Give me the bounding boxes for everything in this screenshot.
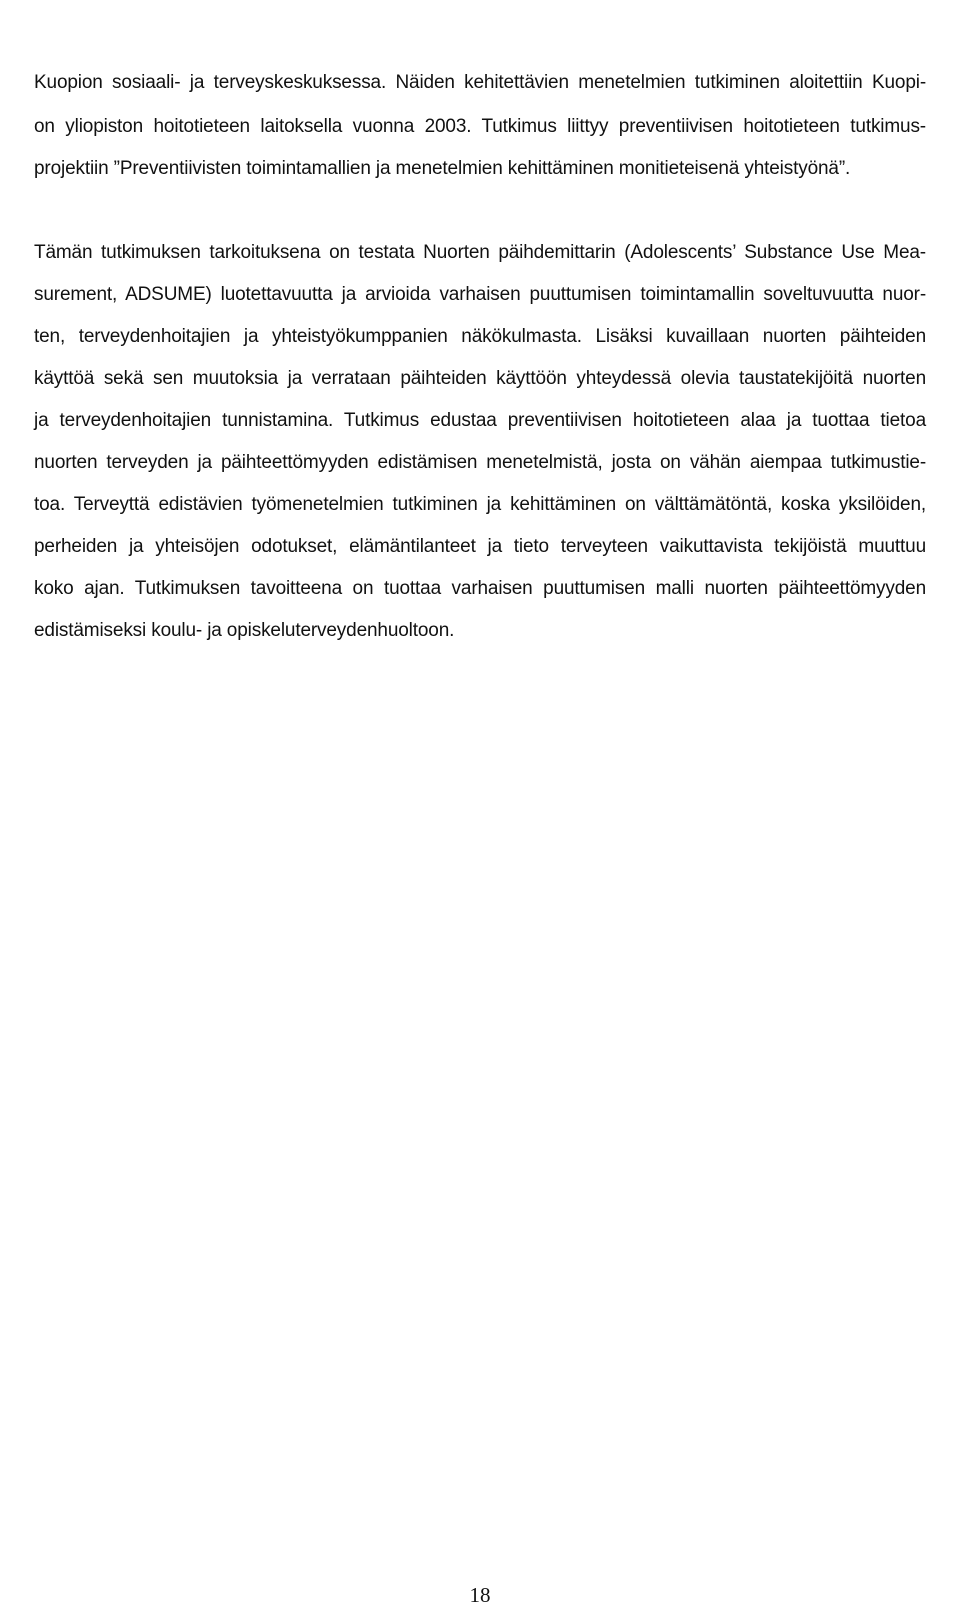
text-line: käyttöä sekä sen muutoksia ja verrataan päihteiden käyttöön yhteydessä olevia taustatekijöitä nuorten xyxy=(34,368,926,389)
text-line: edistämiseksi koulu- ja opiskeluterveydenhuoltoon. xyxy=(34,620,455,641)
text-line: Tämän tutkimuksen tarkoituksena on testata Nuorten päihdemittarin (Adolescents’ Substance Use Mea- xyxy=(34,242,926,263)
text-line: ten, terveydenhoitajien ja yhteistyökumppanien näkökulmasta. Lisäksi kuvaillaan nuorten päihteiden xyxy=(34,326,926,347)
text-line: surement, ADSUME) luotettavuutta ja arvioida varhaisen puuttumisen toimintamallin soveltuvuutta nuor- xyxy=(34,284,927,305)
text-line: Kuopion sosiaali- ja terveyskeskuksessa. Näiden kehitettävien menetelmien tutkiminen aloitettiin Kuopi- xyxy=(34,72,926,93)
text-line: projektiin ”Preventiivisten toimintamallien ja menetelmien kehittäminen monitieteisenä yhteistyönä”. xyxy=(34,158,851,179)
text-line: nuorten terveyden ja päihteettömyyden edistämisen menetelmistä, josta on vähän aiempaa tutkimustie- xyxy=(34,452,926,473)
text-line: ja terveydenhoitajien tunnistamina. Tutkimus edustaa preventiivisen hoitotieteen alaa ja tuottaa tietoa xyxy=(34,410,926,431)
text-line: koko ajan. Tutkimuksen tavoitteena on tuottaa varhaisen puuttumisen malli nuorten päihteettömyyden xyxy=(34,578,926,599)
text-line: perheiden ja yhteisöjen odotukset, elämäntilanteet ja tieto terveyteen vaikuttavista tekijöistä muuttuu xyxy=(34,536,926,557)
text-line: on yliopiston hoitotieteen laitoksella vuonna 2003. Tutkimus liittyy preventiivisen hoitotieteen tutkimus- xyxy=(34,116,926,137)
text-line: toa. Terveyttä edistävien työmenetelmien tutkiminen ja kehittäminen on välttämätöntä, koska yksilöiden, xyxy=(34,494,926,515)
page-number: 18 xyxy=(469,1583,491,1607)
